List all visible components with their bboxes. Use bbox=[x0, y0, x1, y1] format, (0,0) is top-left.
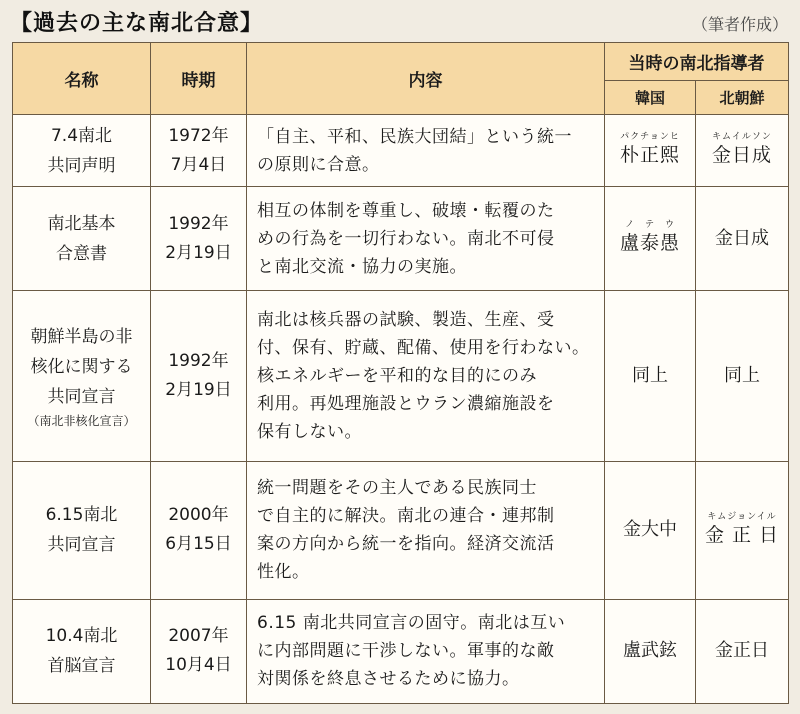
agreement-content-line: 6.15 南北共同宣言の固守。南北は互い bbox=[257, 613, 566, 634]
agreement-content-line: 統一問題をその主人である民族同士 bbox=[257, 478, 537, 499]
north-leader-name: 金 正 日 bbox=[704, 523, 780, 546]
south-leader-cell bbox=[605, 291, 696, 461]
north-leader-cell bbox=[696, 187, 789, 291]
agreement-content-cell bbox=[247, 461, 605, 599]
agreement-date: 2007年 bbox=[168, 626, 229, 647]
agreement-name-cell bbox=[13, 115, 151, 187]
agreement-content-line: めの行為を一切行わない。南北不可侵 bbox=[257, 228, 555, 249]
agreement-name: 核化に関する bbox=[30, 356, 133, 377]
north-leader-name: 金正日 bbox=[715, 640, 769, 662]
agreement-content-line: で自主的に解決。南北の連合・連邦制 bbox=[257, 506, 555, 527]
north-leader-cell bbox=[696, 461, 789, 599]
south-leader-name: 盧泰愚 bbox=[619, 232, 680, 255]
agreement-date: 10月4日 bbox=[165, 655, 232, 676]
north-leader-cell bbox=[696, 599, 789, 703]
header-south: 韓国 bbox=[605, 81, 696, 115]
south-leader-name: 盧武鉉 bbox=[623, 640, 677, 662]
north-leader-name: 金日成 bbox=[711, 144, 772, 167]
page-title: 【過去の主な南北合意】 bbox=[10, 11, 264, 36]
agreement-date: 7月4日 bbox=[170, 154, 227, 175]
south-leader-cell bbox=[605, 115, 696, 187]
agreement-date-cell bbox=[151, 115, 247, 187]
agreement-date-cell bbox=[151, 599, 247, 703]
agreement-name: 合意書 bbox=[56, 243, 107, 264]
header-north: 北朝鮮 bbox=[696, 81, 789, 115]
north-leader-cell bbox=[696, 115, 789, 187]
agreement-content-line: 利用。再処理施設とウラン濃縮施設を bbox=[257, 393, 555, 414]
agreement-name: 共同宣言 bbox=[47, 386, 116, 407]
south-leader-cell bbox=[605, 599, 696, 703]
agreement-name-cell bbox=[13, 187, 151, 291]
agreement-content-line: 相互の体制を尊重し、破壊・転覆のた bbox=[257, 200, 555, 221]
south-leader-with-reading bbox=[620, 219, 680, 254]
agreement-content-cell bbox=[247, 291, 605, 461]
agreement-date: 1992年 bbox=[168, 350, 229, 371]
agreement-name: 6.15南北 bbox=[45, 505, 118, 526]
table-row bbox=[13, 291, 789, 461]
table-row bbox=[13, 461, 789, 599]
agreement-date-cell bbox=[151, 461, 247, 599]
author-credit: （筆者作成） bbox=[691, 15, 788, 34]
south-leader-name: 同上 bbox=[632, 364, 668, 386]
south-leader-name: 金大中 bbox=[623, 519, 677, 541]
table-row bbox=[13, 187, 789, 291]
agreement-content-cell bbox=[247, 187, 605, 291]
agreement-date: 1992年 bbox=[168, 213, 229, 234]
agreement-content-line: 保有しない。 bbox=[257, 421, 362, 442]
north-leader-name: 同上 bbox=[724, 364, 760, 386]
agreement-content-line: と南北交流・協力の実施。 bbox=[257, 256, 467, 277]
agreement-date-cell bbox=[151, 187, 247, 291]
agreement-name: 朝鮮半島の非 bbox=[30, 326, 133, 347]
agreement-content-cell bbox=[247, 599, 605, 703]
agreement-content-line: 性化。 bbox=[257, 562, 310, 583]
agreement-date: 2月19日 bbox=[165, 242, 232, 263]
north-leader-reading: キムジョンイル bbox=[707, 511, 777, 522]
north-leader-name: 金日成 bbox=[715, 227, 769, 249]
agreement-content-line: 核エネルギーを平和的な目的にのみ bbox=[257, 365, 537, 386]
agreement-name-cell bbox=[13, 599, 151, 703]
table-row bbox=[13, 599, 789, 703]
agreement-date: 2月19日 bbox=[165, 379, 232, 400]
header-content: 内容 bbox=[247, 43, 605, 115]
agreement-content-line: 対関係を終息させるために協力。 bbox=[257, 669, 520, 690]
south-leader-name: 朴正熙 bbox=[619, 144, 680, 167]
agreement-alias: （南北非核化宣言） bbox=[27, 413, 136, 428]
south-leader-reading: ノ テ ウ bbox=[624, 220, 675, 231]
south-leader-cell bbox=[605, 187, 696, 291]
agreement-content-line: 付、保有、貯蔵、配備、使用を行わない。 bbox=[257, 337, 590, 358]
agreement-content-line: 案の方向から統一を指向。経済交流活 bbox=[257, 534, 555, 555]
north-leader-cell bbox=[696, 291, 789, 461]
agreement-name: 南北基本 bbox=[47, 213, 116, 234]
agreement-name: 7.4南北 bbox=[50, 125, 113, 146]
agreement-date-cell bbox=[151, 291, 247, 461]
header-period: 時期 bbox=[151, 43, 247, 115]
north-leader-reading: キムイルソン bbox=[712, 132, 772, 143]
south-leader-reading: パクチョンヒ bbox=[620, 132, 680, 143]
agreement-name: 共同声明 bbox=[47, 155, 116, 176]
agreement-name: 10.4南北 bbox=[45, 626, 118, 647]
agreement-content-line: 「自主、平和、民族大団結」という統一 bbox=[257, 126, 572, 147]
agreement-content-line: 南北は核兵器の試験、製造、生産、受 bbox=[257, 309, 555, 330]
north-leader-with-reading bbox=[712, 131, 772, 166]
agreement-date: 2000年 bbox=[168, 505, 229, 526]
agreement-name-cell bbox=[13, 461, 151, 599]
table-row bbox=[13, 115, 789, 187]
north-leader-with-reading bbox=[705, 511, 779, 546]
agreement-date: 1972年 bbox=[168, 125, 229, 146]
agreement-content-line: に内部問題に干渉しない。軍事的な敵 bbox=[257, 641, 555, 662]
south-leader-cell bbox=[605, 461, 696, 599]
agreements-table bbox=[12, 42, 789, 704]
agreement-content-line: の原則に合意。 bbox=[257, 154, 380, 175]
agreement-name: 共同宣言 bbox=[47, 535, 116, 556]
agreement-name: 首脳宣言 bbox=[47, 656, 116, 677]
agreement-content-cell bbox=[247, 115, 605, 187]
agreement-date: 6月15日 bbox=[165, 534, 232, 555]
south-leader-with-reading bbox=[620, 131, 680, 166]
header-name: 名称 bbox=[13, 43, 151, 115]
header-leaders: 当時の南北指導者 bbox=[605, 43, 789, 81]
agreement-name-cell bbox=[13, 291, 151, 461]
